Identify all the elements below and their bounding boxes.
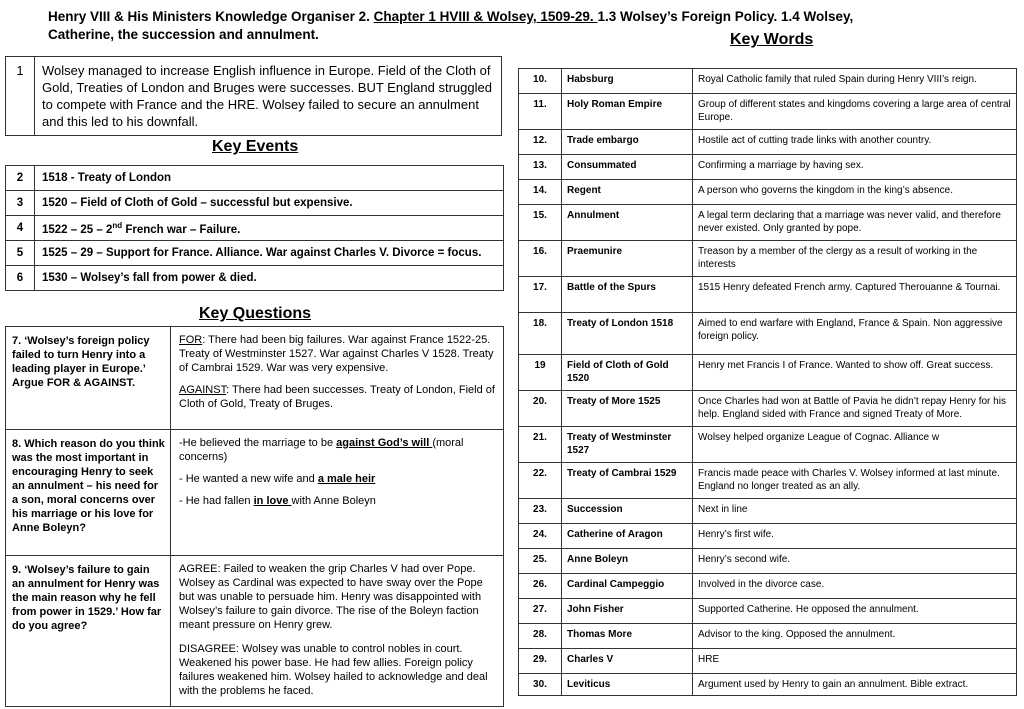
event-number: 2	[6, 166, 35, 191]
event-row	[6, 166, 504, 191]
event-text	[35, 166, 504, 191]
answer-7-for	[179, 333, 495, 375]
key-word-term: John Fisher	[562, 599, 693, 624]
key-word-definition: A legal term declaring that a marriage was never valid, and therefore never existed. Only granted by pope.	[693, 205, 1017, 241]
key-word-term: Consummated	[562, 155, 693, 180]
line-text: -He believed the marriage to be	[179, 437, 337, 449]
event-text	[35, 191, 504, 216]
key-word-term: Field of Cloth of Gold 1520	[562, 355, 693, 391]
key-word-row	[519, 624, 1017, 649]
event-text	[35, 266, 504, 291]
key-word-number: 14.	[519, 180, 562, 205]
line-text: - He wanted a new wife and	[179, 473, 318, 485]
event-text-main: 1520 – Field of Cloth of Gold – successful but expensive.	[42, 197, 353, 209]
intro-row	[6, 57, 502, 136]
key-word-term: Treaty of Westminster 1527	[562, 427, 693, 463]
key-word-number: 25.	[519, 549, 562, 574]
for-label: FOR	[179, 334, 203, 346]
key-word-term: Succession	[562, 499, 693, 524]
title-line-2: Catherine, the succession and annulment.	[48, 27, 319, 42]
answer-8	[171, 430, 504, 556]
key-word-definition: Henry’s first wife.	[693, 524, 1017, 549]
key-word-definition: Henry’s second wife.	[693, 549, 1017, 574]
key-word-number: 23.	[519, 499, 562, 524]
key-word-number: 26.	[519, 574, 562, 599]
key-word-term: Charles V	[562, 649, 693, 674]
key-word-number: 17.	[519, 277, 562, 313]
key-word-row	[519, 180, 1017, 205]
key-events-heading: Key Events	[212, 138, 299, 155]
event-text-main: 1518 - Treaty of London	[42, 172, 172, 184]
key-word-row	[519, 463, 1017, 499]
key-word-definition: Next in line	[693, 499, 1017, 524]
question-7: 7. ‘Wolsey’s foreign policy failed to turn Henry into a leading player in Europe.’ Argue FOR & AGAINST.	[6, 327, 171, 430]
key-word-definition: Involved in the divorce case.	[693, 574, 1017, 599]
event-text-rest: French war – Failure.	[122, 223, 241, 236]
key-word-term: Treaty of London 1518	[562, 313, 693, 355]
key-word-definition: Francis made peace with Charles V. Wolsey informed at last minute. England no longer treated as an ally.	[693, 463, 1017, 499]
key-word-row	[519, 574, 1017, 599]
key-word-term: Habsburg	[562, 69, 693, 94]
line-emphasis: in love	[253, 495, 292, 507]
event-number: 4	[6, 216, 35, 241]
key-word-row	[519, 205, 1017, 241]
key-events-table	[5, 165, 504, 291]
key-questions-heading: Key Questions	[199, 305, 312, 322]
key-word-row	[519, 130, 1017, 155]
intro-number: 1	[6, 57, 35, 136]
key-word-number: 21.	[519, 427, 562, 463]
answer-9	[171, 556, 504, 707]
question-8: 8. Which reason do you think was the most important in encouraging Henry to seek an annulment – his need for a son, moral concerns over his marriage or his love for Anne Boleyn?	[6, 430, 171, 556]
key-word-number: 13.	[519, 155, 562, 180]
event-row	[6, 241, 504, 266]
key-word-definition: A person who governs the kingdom in the king’s absence.	[693, 180, 1017, 205]
against-label: AGAINST	[179, 384, 227, 396]
key-word-number: 29.	[519, 649, 562, 674]
key-word-row	[519, 649, 1017, 674]
line-text: with Anne Boleyn	[291, 495, 376, 507]
key-word-definition: Henry met Francis I of France. Wanted to show off. Great success.	[693, 355, 1017, 391]
key-word-definition: Advisor to the king. Opposed the annulment.	[693, 624, 1017, 649]
title-chapter: Chapter 1 HVIII & Wolsey, 1509-29.	[373, 9, 598, 24]
key-word-term: Treaty of Cambrai 1529	[562, 463, 693, 499]
event-number: 3	[6, 191, 35, 216]
title-part-1: Henry VIII & His Ministers Knowledge Organiser 2.	[48, 9, 374, 24]
against-text: : There had been successes. Treaty of London, Field of Cloth of Gold, Treaty of Bruges.	[179, 384, 495, 410]
answer-8-line-2	[179, 472, 495, 486]
key-word-term: Leviticus	[562, 674, 693, 696]
key-word-row	[519, 277, 1017, 313]
key-word-number: 30.	[519, 674, 562, 696]
answer-7	[171, 327, 504, 430]
event-text	[35, 241, 504, 266]
key-word-definition: Argument used by Henry to gain an annulment. Bible extract.	[693, 674, 1017, 696]
key-word-definition: Wolsey helped organize League of Cognac. Alliance w	[693, 427, 1017, 463]
key-word-term: Holy Roman Empire	[562, 94, 693, 130]
key-word-number: 18.	[519, 313, 562, 355]
key-word-row	[519, 524, 1017, 549]
answer-9-disagree: DISAGREE: Wolsey was unable to control nobles in court. Weakened his power base. He had few allies. Foreign policy failures weakened him. Wolsey hailed to acknowledge and deal with the problems he faced.	[179, 643, 488, 697]
key-word-definition: 1515 Henry defeated French army. Captured Therouanne & Tournai.	[693, 277, 1017, 313]
key-word-number: 20.	[519, 391, 562, 427]
key-word-row	[519, 94, 1017, 130]
key-word-row	[519, 391, 1017, 427]
key-word-definition: Royal Catholic family that ruled Spain during Henry VIII’s reign.	[693, 69, 1017, 94]
line-text: - He had fallen	[179, 495, 254, 507]
for-text: : There had been big failures. War against France 1522-25. Treaty of Westminster 1527. War against Charles V 1528. Treaty of Cambrai 1529. War was very expensive.	[179, 334, 494, 374]
key-word-row	[519, 549, 1017, 574]
key-word-number: 28.	[519, 624, 562, 649]
key-word-number: 12.	[519, 130, 562, 155]
event-row	[6, 266, 504, 291]
key-word-term: Regent	[562, 180, 693, 205]
event-text-superscript: nd	[112, 220, 123, 230]
intro-text: Wolsey managed to increase English influence in Europe. Field of the Cloth of Gold, Treaties of London and Bruges were successes. BUT England struggled to compete with France and the HRE. Wolsey failed to secure an annulment and this led to his downfall.	[35, 57, 502, 136]
key-word-row	[519, 674, 1017, 696]
key-word-row	[519, 241, 1017, 277]
event-text-main: 1522 – 25 – 2	[42, 223, 113, 236]
question-9: 9. ‘Wolsey’s failure to gain an annulment for Henry was the main reason why he fell from power in 1529.’ How far do you agree?	[6, 556, 171, 707]
answer-7-against	[179, 383, 495, 411]
key-word-definition: HRE	[693, 649, 1017, 674]
key-word-number: 16.	[519, 241, 562, 277]
event-text-main: 1525 – 29 – Support for France. Alliance. War against Charles V. Divorce = focus.	[42, 247, 482, 259]
key-word-definition: Hostile act of cutting trade links with another country.	[693, 130, 1017, 155]
key-word-row	[519, 499, 1017, 524]
key-word-row	[519, 599, 1017, 624]
key-word-row	[519, 313, 1017, 355]
key-word-definition: Aimed to end warfare with England, France & Spain. Non aggressive foreign policy.	[693, 313, 1017, 355]
event-text-main: 1530 – Wolsey’s fall from power & died.	[42, 272, 257, 284]
key-word-definition: Supported Catherine. He opposed the annulment.	[693, 599, 1017, 624]
question-row-9	[6, 556, 504, 707]
event-text	[35, 216, 504, 241]
key-word-row	[519, 427, 1017, 463]
key-word-number: 27.	[519, 599, 562, 624]
key-word-number: 11.	[519, 94, 562, 130]
key-word-term: Annulment	[562, 205, 693, 241]
intro-box	[5, 56, 502, 136]
answer-9-agree: AGREE: Failed to weaken the grip Charles V had over Pope. Wolsey as Cardinal was expected to have sway over the Pope but was unable to persuade him. Henry was disappointed with Wolsey’s failure to gain divorce. The rise of the Boleyn faction meant pressure on Henry grew.	[179, 563, 483, 631]
line-text: (moral concerns)	[179, 437, 464, 463]
key-word-number: 24.	[519, 524, 562, 549]
event-row	[6, 216, 504, 241]
key-word-definition: Once Charles had won at Battle of Pavia he didn’t repay Henry for his help. England sided with France and signed Treaty of More.	[693, 391, 1017, 427]
key-word-number: 15.	[519, 205, 562, 241]
key-words-heading: Key Words	[730, 31, 814, 48]
title-part-3: 1.3 Wolsey’s Foreign Policy. 1.4 Wolsey,	[597, 9, 854, 24]
key-word-term: Praemunire	[562, 241, 693, 277]
key-word-term: Battle of the Spurs	[562, 277, 693, 313]
key-word-row	[519, 355, 1017, 391]
key-word-number: 22.	[519, 463, 562, 499]
key-word-term: Treaty of More 1525	[562, 391, 693, 427]
key-word-definition: Confirming a marriage by having sex.	[693, 155, 1017, 180]
key-word-term: Cardinal Campeggio	[562, 574, 693, 599]
answer-8-line-1	[179, 436, 495, 464]
event-row	[6, 191, 504, 216]
key-word-row	[519, 69, 1017, 94]
event-number: 6	[6, 266, 35, 291]
question-row-8	[6, 430, 504, 556]
key-word-definition: Treason by a member of the clergy as a result of working in the interests	[693, 241, 1017, 277]
key-word-term: Catherine of Aragon	[562, 524, 693, 549]
key-word-row	[519, 155, 1017, 180]
line-emphasis: against God’s will	[336, 437, 433, 449]
answer-8-line-3	[179, 494, 495, 508]
line-emphasis: a male heir	[317, 473, 376, 485]
key-word-term: Thomas More	[562, 624, 693, 649]
question-row-7	[6, 327, 504, 430]
key-word-definition: Group of different states and kingdoms covering a large area of central Europe.	[693, 94, 1017, 130]
key-word-number: 10.	[519, 69, 562, 94]
key-questions-table	[5, 326, 504, 707]
key-word-term: Anne Boleyn	[562, 549, 693, 574]
key-word-number: 19	[519, 355, 562, 391]
event-number: 5	[6, 241, 35, 266]
key-words-table	[518, 68, 1017, 696]
key-word-term: Trade embargo	[562, 130, 693, 155]
